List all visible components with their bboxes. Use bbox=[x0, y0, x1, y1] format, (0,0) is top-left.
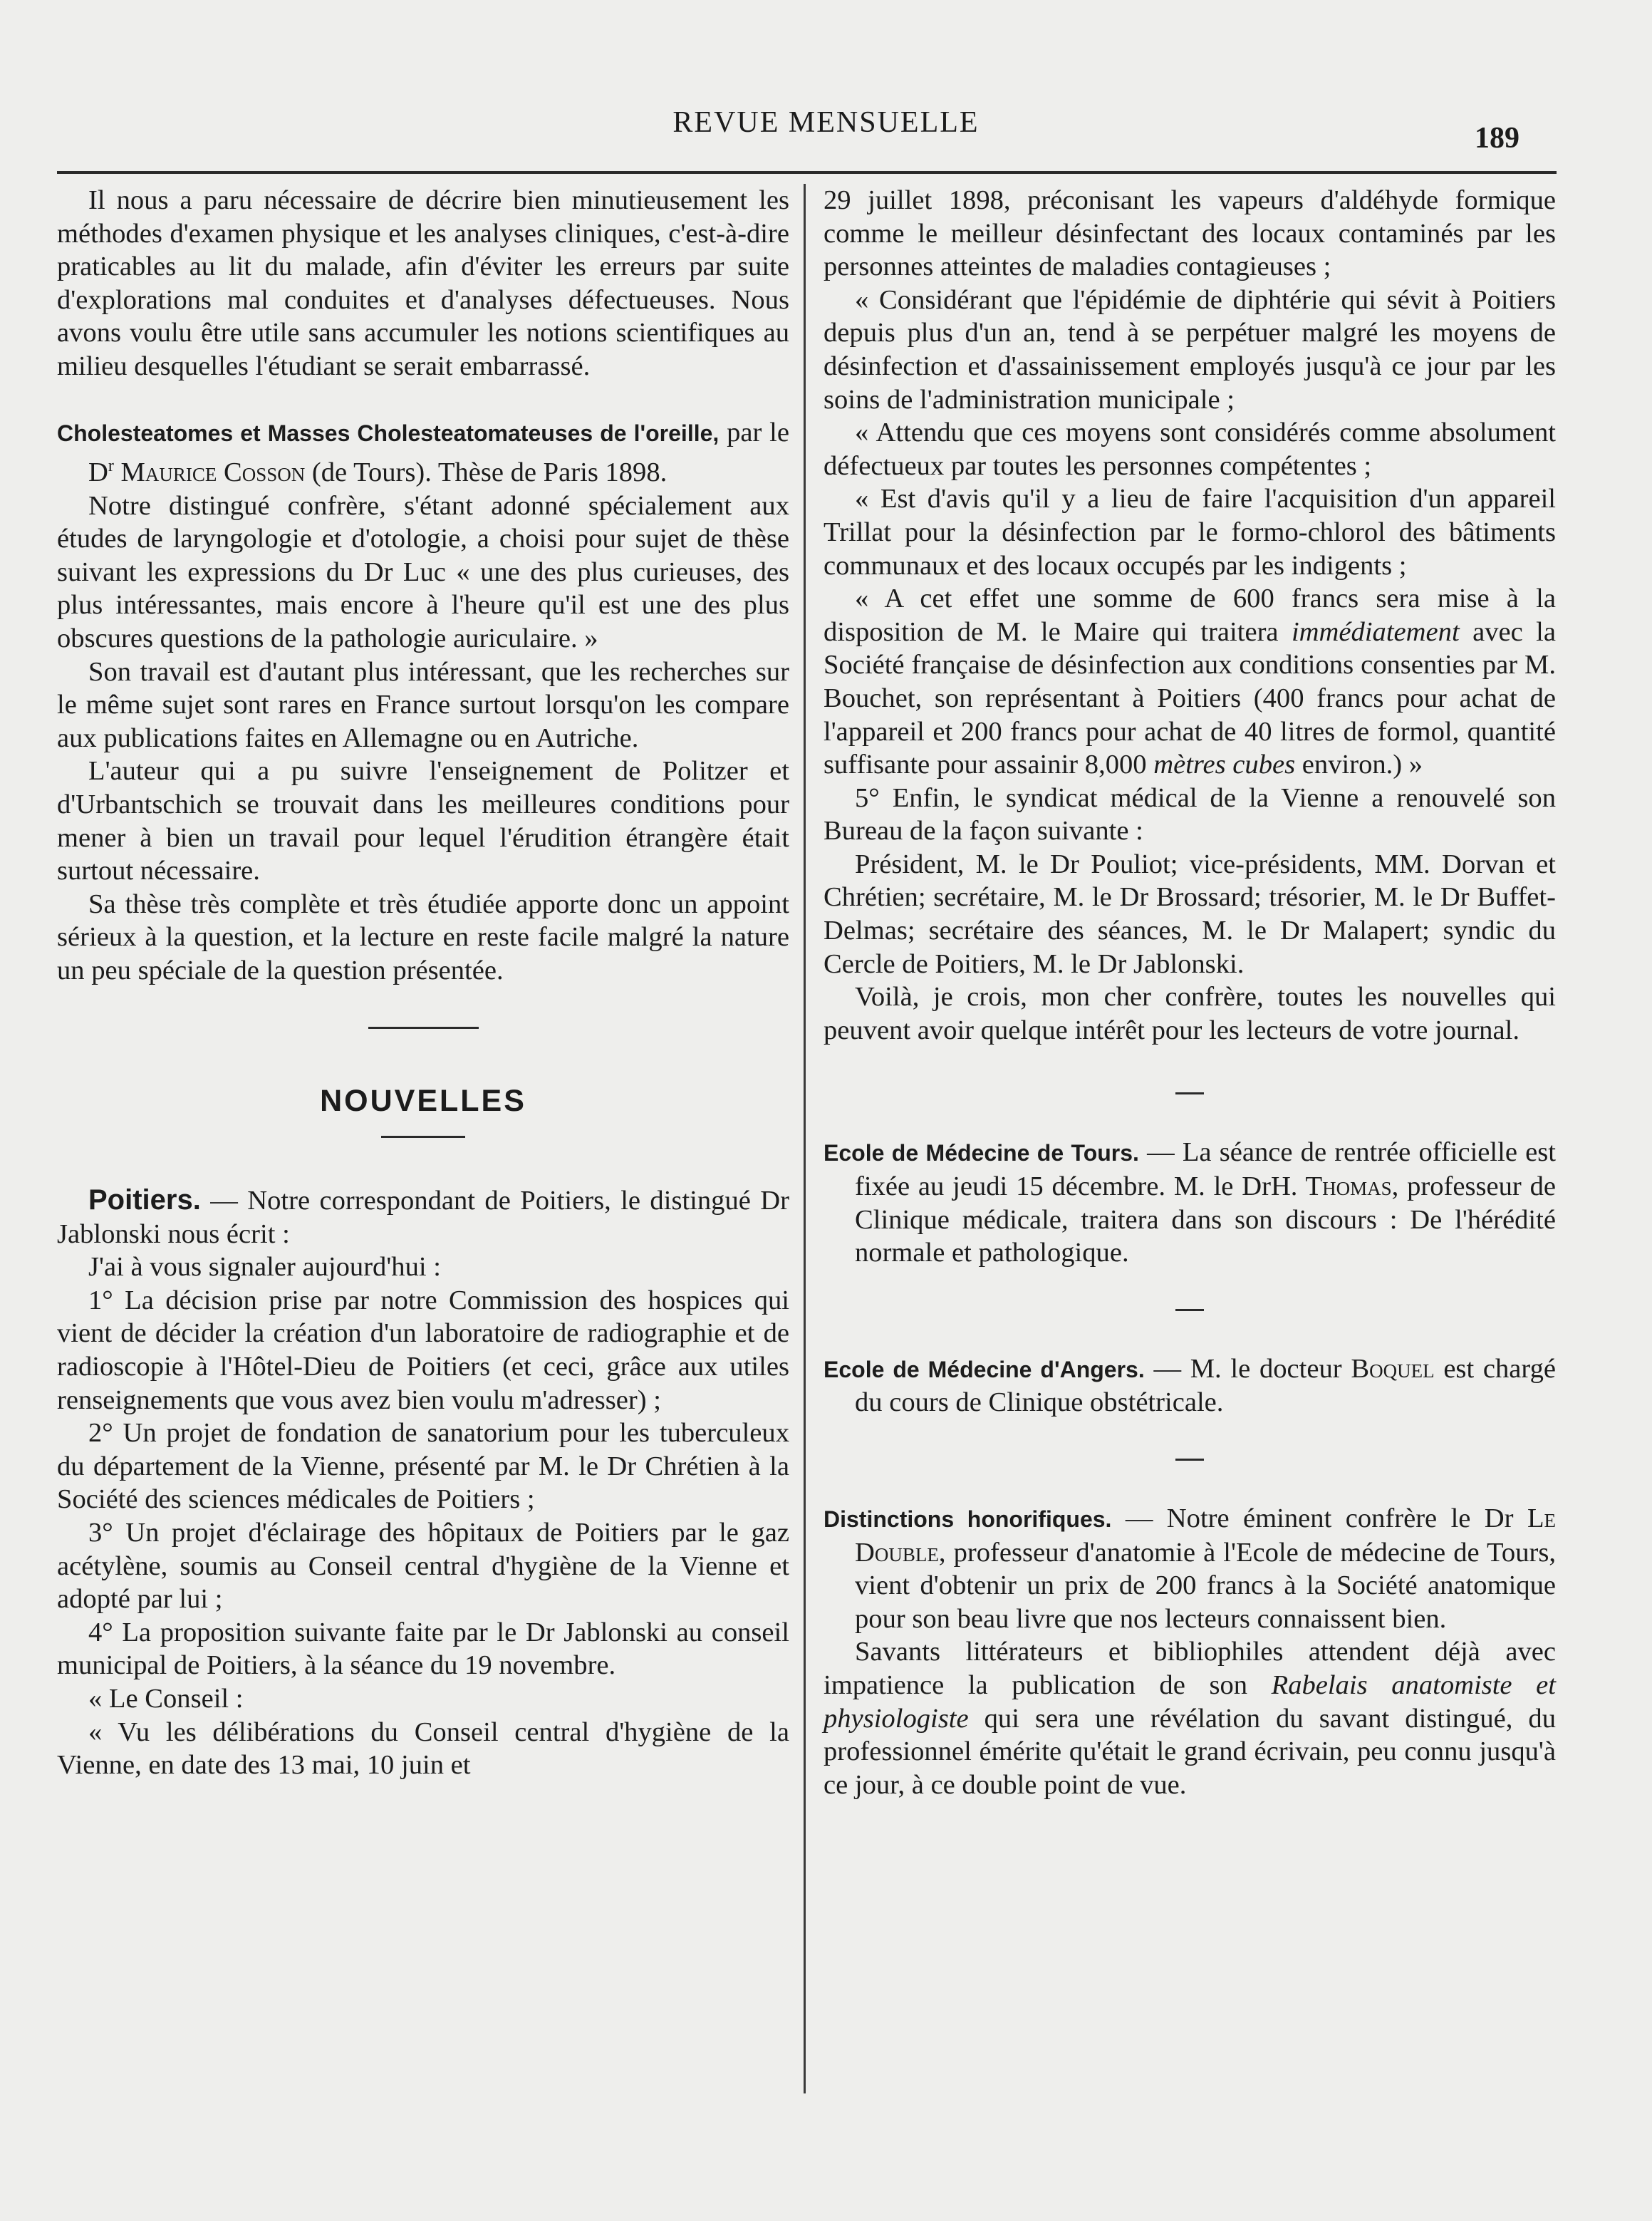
effet-italic-2: mètres cubes bbox=[1153, 750, 1296, 780]
distinctions-name: Le Double bbox=[855, 1503, 1556, 1568]
item-5-paragraph: 5° Enfin, le syndicat médical de la Vienne a renouvelé son Bureau de la façon suivante : bbox=[824, 782, 1556, 847]
continuation-paragraph: 29 juillet 1898, préconisant les vapeurs d'aldéhyde formique comme le meilleur désinfectant des locaux contaminés par les personnes atteintes de maladies contagieuses ; bbox=[824, 185, 1556, 282]
poitiers-signal: J'ai à vous signaler aujourd'hui : bbox=[88, 1252, 441, 1283]
attendu-paragraph: « Attendu que ces moyens sont considérés comme absolument défectueux par toutes les personnes compétentes ; bbox=[824, 418, 1556, 481]
considerant-paragraph: « Considérant que l'épidémie de diphtérie qui sévit à Poitiers depuis plus d'un an, tend à se perpétuer malgré les moyens de désinfection et d'assainissement employés jusqu'à ce jour par les soins de l'administration municipale ; bbox=[824, 284, 1556, 415]
intro-paragraph: Il nous a paru nécessaire de décrire bien minutieusement les méthodes d'examen physique et les analyses cliniques, c'est-à-dire praticables au lit du malade, afin d'éviter les erreurs par suite d'explorations mal conduites et d'analyses défectueuses. Nous avons voulu être utile sans accumuler les notions scientifiques au milieu desquelles l'étudiant se serait embarrassé. bbox=[57, 185, 789, 381]
poitiers-item-2: 2° Un projet de fondation de sanatorium pour les tuberculeux du département de la Vienne, présenté par M. le Dr Chrétien à la Société des sciences médicales de Poitiers ; bbox=[57, 1418, 789, 1515]
distinctions-text-a: — Notre éminent confrère le Dr bbox=[1125, 1503, 1514, 1533]
angers-text-b: est chargé du cours de Clinique obstétricale. bbox=[855, 1353, 1556, 1418]
tours-name: H. Thomas bbox=[1270, 1171, 1392, 1202]
poitiers-intro-text: — Notre correspondant de Poitiers, le distingué Dr Jablonski nous écrit : bbox=[57, 1186, 789, 1249]
distinctions-p2-italic: Rabelais anatomiste et physiologiste bbox=[824, 1669, 1556, 1734]
tours-text-b: , professeur de Clinique médicale, traitera dans son discours : De l'hérédité normale et pathologique. bbox=[855, 1171, 1556, 1268]
poitiers-item-1: 1° La décision prise par notre Commission des hospices qui vient de décider la création d'un laboratoire de radiographie et de radioscopie à l'Hôtel-Dieu de Poitiers (et ceci, grâce aux utiles renseignements que vous avez bien voulu m'adresser) ; bbox=[57, 1285, 789, 1415]
review-by: par le D bbox=[88, 417, 790, 488]
poitiers-conseil: « Le Conseil : bbox=[88, 1684, 244, 1714]
header-rule bbox=[57, 171, 1557, 174]
review-author: Maurice Cosson bbox=[120, 457, 306, 488]
tours-entry bbox=[824, 1136, 1556, 1269]
effet-text-b: avec la Société française de désinfection aux conditions consenties par M. Bouchet, son représentant à Poitiers (400 francs pour achat de l'appareil et 200 francs pour achat de 40 litres de formol, quantité suffisante pour assainir 8,000 bbox=[824, 616, 1556, 780]
distinctions-p2-a: Savants littérateurs et bibliophiles attendent déjà avec impatience la publication de son bbox=[824, 1637, 1556, 1700]
poitiers-label: Poitiers. bbox=[88, 1184, 201, 1216]
tours-text-a: — La séance de rentrée officielle est fixée au jeudi 15 décembre. M. le Dr bbox=[855, 1137, 1557, 1202]
page-header-title: REVUE MENSUELLE bbox=[672, 106, 980, 139]
angers-name: Boquel bbox=[1351, 1353, 1435, 1384]
bureau-paragraph: Président, M. le Dr Pouliot; vice-présidents, MM. Dorvan et Chrétien; secrétaire, M. le Dr Brossard; trésorier, M. le Dr Buffet-Delmas; secrétaire des séances, M. le Dr Malapert; syndic du Cercle de Poitiers, M. le Dr Jablonski. bbox=[824, 849, 1556, 979]
nouvelles-heading: NOUVELLES bbox=[320, 1083, 526, 1118]
page-number: 189 bbox=[1475, 122, 1519, 155]
voila-paragraph: Voilà, je crois, mon cher confrère, toutes les nouvelles qui peuvent avoir quelque intérêt pour les lecteurs de votre journal. bbox=[824, 982, 1556, 1045]
distinctions-label: Distinctions honorifiques. bbox=[824, 1506, 1112, 1532]
distinctions-p2-b: qui sera une révélation du savant distingué, du professionnel émérite qu'était le grand écrivain, peu connu jusqu'à ce jour, à ce double point de vue. bbox=[824, 1703, 1556, 1800]
poitiers-item-3: 3° Un projet d'éclairage des hôpitaux de Poitiers par le gaz acétylène, soumis au Conseil central d'hygiène de la Vienne et adopté par lui ; bbox=[57, 1518, 789, 1615]
distinctions-entry bbox=[824, 1502, 1556, 1635]
review-title: Cholesteatomes et Masses Cholesteatomateuses de l'oreille, bbox=[57, 420, 719, 446]
effet-text-a: « A cet effet une somme de 600 francs sera mise à la disposition de M. le Maire qui traitera bbox=[824, 584, 1556, 647]
review-paragraph-1: Notre distingué confrère, s'étant adonné spécialement aux études de laryngologie et d'otologie, a choisi pour sujet de thèse suivant les expressions du Dr Luc « une des plus curieuses, des plus intéressantes, mais encore à l'heure qu'il est une des plus obscures questions de la pathologie auriculaire. » bbox=[57, 490, 789, 653]
left-column bbox=[57, 184, 789, 1782]
column-divider bbox=[804, 184, 806, 2093]
distinctions-paragraph-2 bbox=[824, 1635, 1556, 1801]
effet-paragraph bbox=[824, 582, 1556, 782]
effet-italic-1: immédiatement bbox=[1291, 616, 1460, 647]
angers-entry bbox=[824, 1352, 1556, 1419]
review-paragraph-3: L'auteur qui a pu suivre l'enseignement de Politzer et d'Urbantschich se trouvait dans les meilleures conditions pour mener à bien un travail pour lequel l'érudition étrangère était surtout nécessaire. bbox=[57, 756, 789, 886]
review-heading bbox=[57, 416, 789, 490]
right-column bbox=[824, 184, 1556, 1801]
poitiers-vu: « Vu les délibérations du Conseil central d'hygiène de la Vienne, en date des 13 mai, 10 juin et bbox=[57, 1717, 789, 1781]
poitiers-item-4: 4° La proposition suivante faite par le Dr Jablonski au conseil municipal de Poitiers, à la séance du 19 novembre. bbox=[57, 1617, 789, 1681]
distinctions-text-b: , professeur d'anatomie à l'Ecole de médecine de Tours, vient d'obtenir un prix de 200 francs à la Société anatomique pour son beau livre que nos lecteurs connaissent bien. bbox=[855, 1537, 1556, 1634]
review-by-sup: r bbox=[108, 457, 114, 476]
review-paragraph-4: Sa thèse très complète et très étudiée apporte donc un appoint sérieux à la question, et la lecture en reste facile malgré la nature un peu spéciale de la question présentée. bbox=[57, 889, 789, 985]
avis-paragraph: « Est d'avis qu'il y a lieu de faire l'acquisition d'un appareil Trillat pour la désinfection par le formo-chlorol des bâtiments communaux et des locaux occupés par les indigents ; bbox=[824, 484, 1556, 581]
review-paragraph-2: Son travail est d'autant plus intéressant, que les recherches sur le même sujet sont rares en France surtout lorsqu'on les compare aux publications faites en Allemagne ou en Autriche. bbox=[57, 656, 789, 753]
angers-label: Ecole de Médecine d'Angers. bbox=[824, 1356, 1145, 1382]
poitiers-intro bbox=[57, 1184, 789, 1251]
review-rest: (de Tours). Thèse de Paris 1898. bbox=[311, 457, 667, 488]
effet-text-c: environ.) » bbox=[1302, 750, 1423, 780]
tours-label: Ecole de Médecine de Tours. bbox=[824, 1140, 1139, 1166]
angers-text-a: — M. le docteur bbox=[1153, 1353, 1342, 1384]
